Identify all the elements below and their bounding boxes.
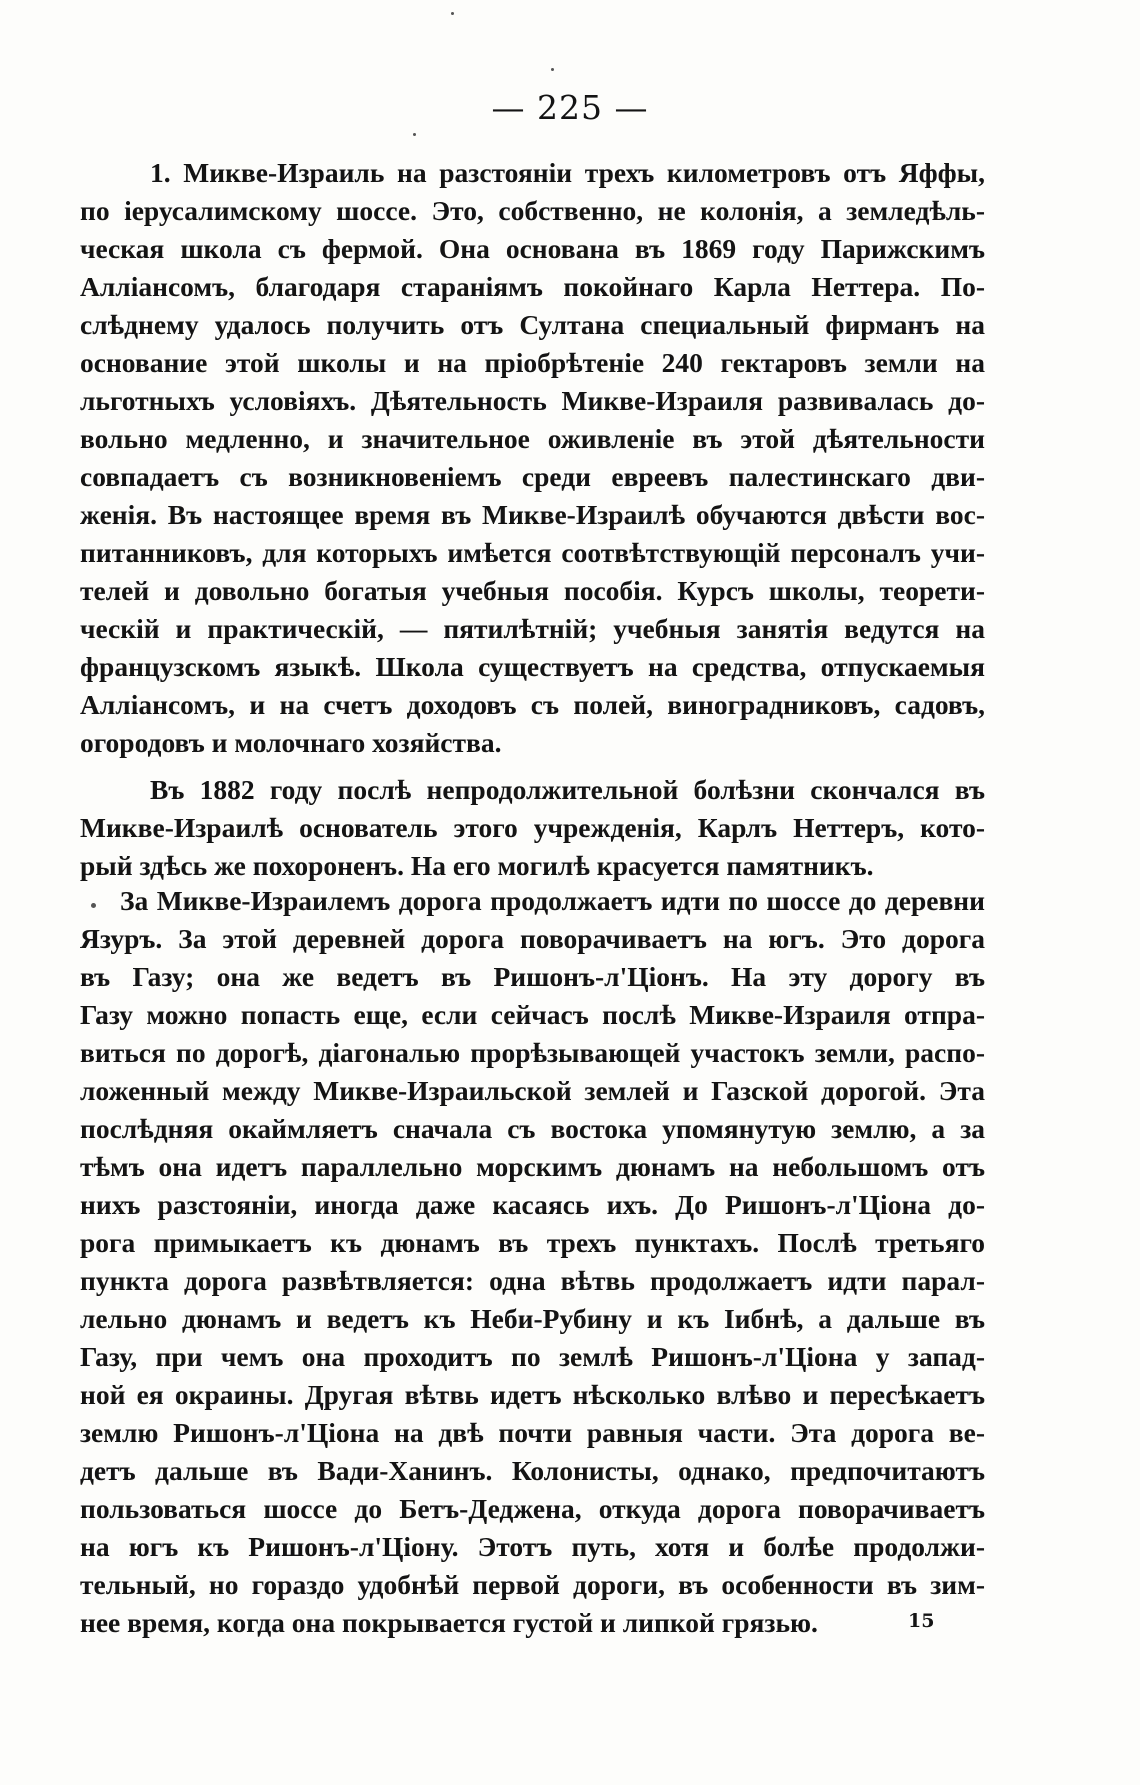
paragraph-1 xyxy=(80,154,985,762)
page-number: — 225 — xyxy=(491,88,649,127)
text-line: слѣднему удалось получить отъ Султана специальный фирманъ на xyxy=(80,309,985,340)
text-line: льготныхъ условiяхъ. Дѣятельность Микве-Израиля развивалась до- xyxy=(80,385,985,416)
text-line: въ Газу; она же ведетъ въ Ришонъ-л'Цiонъ. На эту дорогу въ xyxy=(80,961,985,992)
paragraph-2 xyxy=(80,771,985,885)
text-line: ческiй и практическiй, — пятилѣтнiй; учебныя занятiя ведутся на xyxy=(80,613,985,644)
text-line: ческая школа съ фермой. Она основана въ 1869 году Парижскимъ xyxy=(80,233,985,264)
text-line: 1. Микве-Израиль на разстоянiи трехъ километровъ отъ Яффы, xyxy=(150,157,985,188)
text-line: За Микве-Израилемъ дорога продолжаетъ идти по шоссе до деревни xyxy=(120,885,985,916)
text-line: вольно медленно, и значительное оживленiе въ этой дѣятельности xyxy=(80,423,985,454)
text-line: рый здѣсь же похороненъ. На его могилѣ красуется памятникъ. xyxy=(80,850,874,881)
text-line: послѣдняя окаймляетъ сначала съ востока упомянутую землю, а за xyxy=(80,1113,985,1144)
text-line: огородовъ и молочнаго хозяйства. xyxy=(80,727,502,758)
text-line: нее время, когда она покрывается густой и липкой грязью. xyxy=(80,1607,818,1638)
text-line: Алліансомъ, благодаря стараніямъ покойнаго Карла Неттера. По- xyxy=(80,271,985,302)
text-line: землю Ришонъ-л'Цiона на двѣ почти равныя части. Эта дорога ве- xyxy=(80,1417,985,1448)
scan-speck xyxy=(451,12,454,15)
scan-speck xyxy=(413,133,416,136)
text-line: ной ея окраины. Другая вѣтвь идетъ нѣсколько влѣво и пересѣкаетъ xyxy=(80,1379,985,1410)
text-line: по iерусалимскому шоссе. Это, собственно, не колонiя, а земледѣль- xyxy=(80,195,985,226)
text-line: детъ дальше въ Вади-Ханинъ. Колонисты, однако, предпочитаютъ xyxy=(80,1455,985,1486)
text-line: Алліансомъ, и на счетъ доходовъ съ полей, виноградниковъ, садовъ, xyxy=(80,689,985,720)
text-line: на югъ къ Ришонъ-л'Цiону. Этотъ путь, хотя и болѣе продолжи- xyxy=(80,1531,985,1562)
text-line: пункта дорога развѣтвляется: одна вѣтвь продолжаетъ идти парал- xyxy=(80,1265,985,1296)
text-line: рога примыкаетъ къ дюнамъ въ трехъ пунктахъ. Послѣ третьяго xyxy=(80,1227,985,1258)
text-line: пользоваться шоссе до Бетъ-Деджена, откуда дорога поворачиваетъ xyxy=(80,1493,985,1524)
text-line: лельно дюнамъ и ведетъ къ Неби-Рубину и къ Iибнѣ, а дальше въ xyxy=(80,1303,985,1334)
text-line: Язуръ. За этой деревней дорога поворачиваетъ на югъ. Это дорога xyxy=(80,923,985,954)
text-line: Газу, при чемъ она проходитъ по землѣ Ришонъ-л'Цiона у запад- xyxy=(80,1341,985,1372)
text-line: телей и довольно богатыя учебныя пособiя. Курсъ школы, теорети- xyxy=(80,575,985,606)
text-line: основание этой школы и на прiобрѣтенiе 240 гектаровъ земли на xyxy=(80,347,985,378)
text-line: нихъ разстоянiи, иногда даже касаясь ихъ. До Ришонъ-л'Цiона до- xyxy=(80,1189,985,1220)
printer-signature-mark: 15 xyxy=(908,1610,935,1632)
text-line: женiя. Въ настоящее время въ Микве-Израилѣ обучаются двѣсти вос- xyxy=(80,499,985,530)
text-line: Микве-Израилѣ основатель этого учрежденiя, Карлъ Неттеръ, кото- xyxy=(80,812,985,843)
text-line: совпадаетъ съ возникновенiемъ среди евреевъ палестинскаго дви- xyxy=(80,461,985,492)
text-line: тельный, но гораздо удобнѣй первой дороги, въ особенности въ зим- xyxy=(80,1569,985,1600)
text-line: Въ 1882 году послѣ непродолжительной болѣзни скончался въ xyxy=(150,774,985,805)
text-line: тѣмъ она идетъ параллельно морскимъ дюнамъ на небольшомъ отъ xyxy=(80,1151,985,1182)
text-line: Газу можно попасть еще, если сейчасъ послѣ Микве-Израиля отпра- xyxy=(80,999,985,1030)
text-line: виться по дорогѣ, дiагональю прорѣзывающей участокъ земли, распо- xyxy=(80,1037,985,1068)
text-line: французскомъ языкѣ. Школа существуетъ на средства, отпускаемыя xyxy=(80,651,985,682)
paragraph-3 xyxy=(80,882,985,1642)
text-line: ложенный между Микве-Израильской землей и Газской дорогой. Эта xyxy=(80,1075,985,1106)
scan-speck xyxy=(551,68,554,71)
text-line: питанниковъ, для которыхъ имѣется соотвѣтствующiй персоналъ учи- xyxy=(80,537,985,568)
